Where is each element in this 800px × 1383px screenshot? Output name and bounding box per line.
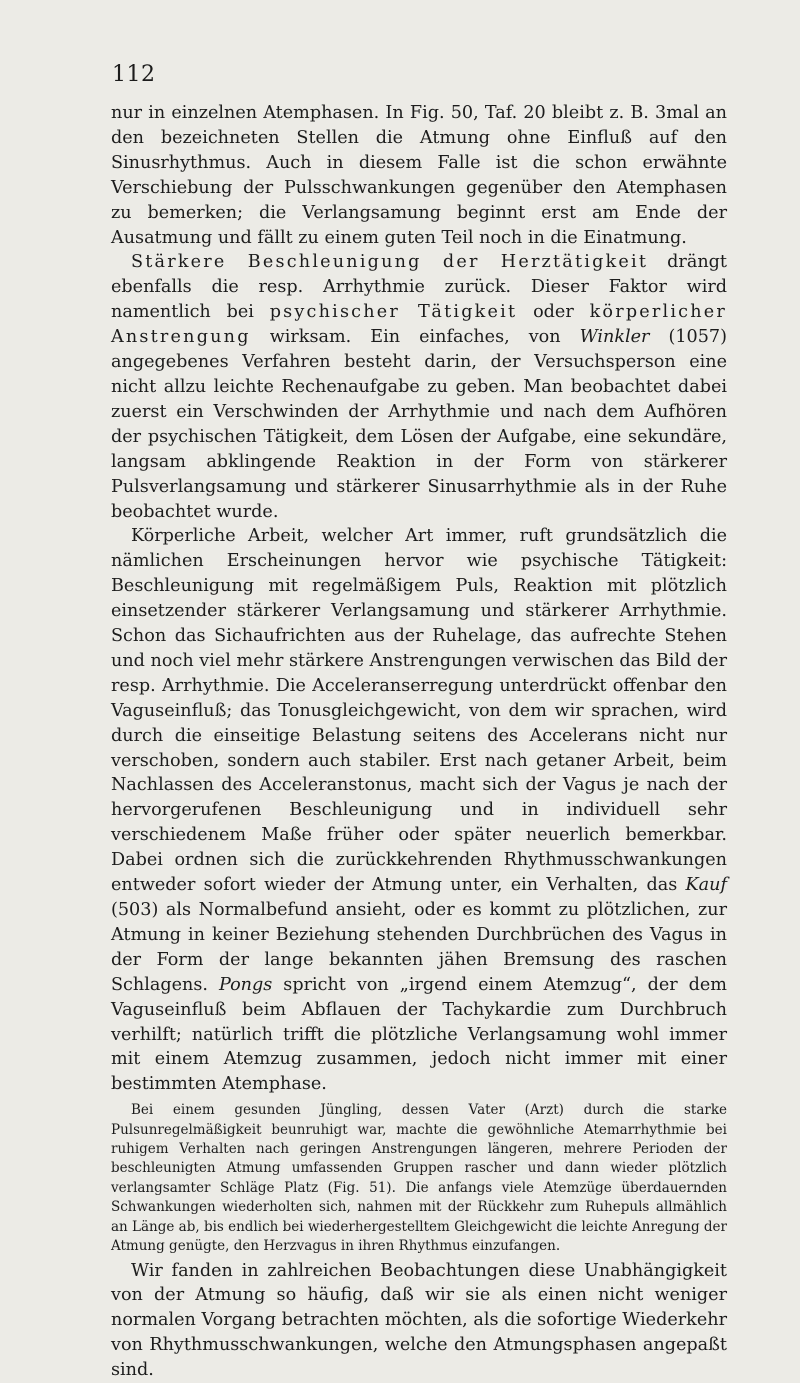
- paragraph-4: Wir fanden in zahlreichen Beobachtungen diese Unabhängigkeit von der Atmung so häufig, daß wir sie als einen nicht weniger normalen Vorgang betrachten möchten, als die sofortige Wiederkehr von Rhythmusschwankungen, welche den Atmungsphasen angepaßt sind.: [111, 1259, 727, 1383]
- paragraph-1: nur in einzelnen Atemphasen. In Fig. 50, Taf. 20 bleibt z. B. 3mal an den bezeichneten Stellen die Atmung ohne Einfluß auf den Sinusrhythmus. Auch in diesem Falle ist die schon erwähnte Verschiebung der Pulsschwankungen gegenüber den Atemphasen zu bemerken; die Verlangsamung beginnt erst am Ende der Ausatmung und fällt zu einem guten Teil noch in die Einatmung.: [111, 101, 727, 250]
- author-name: Kauf: [686, 875, 727, 895]
- text-run: (503) als Normalbefund ansieht, oder es kommt zu plötzlichen, zur Atmung in keiner Beziehung stehenden Durchbrüchen des Vagus in der Form der lange bekannten jähen Bremsung des raschen Schlagens.: [111, 900, 727, 995]
- spaced-emphasis: körperlicher Anstrengung: [111, 302, 727, 347]
- text-run: spricht von „irgend einem Atemzug“, der dem Vaguseinfluß beim Abflauen der Tachykardie zum Durchbruch verhilft; natürlich trifft die plötzliche Verlangsamung wohl immer mit einem Atemzug zusammen, jedoch nicht immer mit einer bestimmten Atemphase.: [111, 975, 727, 1095]
- spaced-emphasis: psychischer Tätigkeit: [270, 302, 518, 322]
- paragraph-2: [111, 250, 727, 524]
- text-run: (1057) angegebenes Verfahren besteht darin, der Versuchsperson eine nicht allzu leichte Rechenaufgabe zu geben. Man beobachtet dabei zuerst ein Verschwinden der Arrhythmie und nach dem Aufhören der psychischen Tätigkeit, dem Lösen der Aufgabe, eine sekundäre, langsam abklingende Reaktion in der Form von stärkerer Pulsverlangsamung und stärkerer Sinusarrhythmie als in der Ruhe beobachtet wurde.: [111, 327, 727, 521]
- text-run: Körperliche Arbeit, welcher Art immer, ruft grundsätzlich die nämlichen Erscheinungen hervor wie psychische Tätigkeit: Beschleunigung mit regelmäßigem Puls, Reaktion mit plötzlich einsetzender stärkerer Verlangsamung und stärkerer Arrhythmie. Schon das Sichaufrichten aus der Ruhelage, das aufrechte Stehen und noch viel mehr stärkere Anstrengungen verwischen das Bild der resp. Arrhythmie. Die Acceleranserregung unterdrückt offenbar den Vaguseinfluß; das Tonusgleichgewicht, von dem wir sprachen, wird durch die einseitige Belastung seitens des Accelerans nicht nur verschoben, sondern auch stabiler. Erst nach getaner Arbeit, beim Nachlassen des Acceleranstonus, macht sich der Vagus je nach der hervorgerufenen Beschleunigung und in individuell sehr verschiedenem Maße früher oder später neuerlich bemerkbar. Dabei ordnen sich die zurückkehrenden Rhythmusschwankungen entweder sofort wieder der Atmung unter, ein Verhalten, das: [111, 526, 727, 895]
- spaced-emphasis: Stärkere Beschleunigung der Herztätigkeit: [131, 252, 648, 272]
- page-number: 112: [112, 62, 156, 87]
- paragraph-3: [111, 524, 727, 1097]
- text-run: oder: [517, 302, 589, 322]
- text-run: drängt ebenfalls die resp. Arrhythmie zurück. Dieser Faktor wird namentlich bei: [111, 252, 727, 322]
- author-name: Pongs: [219, 975, 272, 995]
- page-body: [111, 101, 727, 1383]
- small-print-case-note: Bei einem gesunden Jüngling, dessen Vater (Arzt) durch die starke Pulsunregelmäßigkeit beunruhigt war, machte die gewöhnliche Atemarrhythmie bei ruhigem Verhalten nach geringen Anstrengungen längeren, mehrere Perioden der beschleunigten Atmung umfassenden Gruppen rascher und dann wieder plötzlich verlangsamter Schläge Platz (Fig. 51). Die anfangs viele Atemzüge überdauernden Schwankungen wiederholten sich, nahmen mit der Rückkehr zum Ruhepuls allmählich an Länge ab, bis endlich bei wiederhergestelltem Gleichgewicht die leichte Anregung der Atmung genügte, den Herzvagus in ihren Rhythmus einzufangen.: [111, 1101, 727, 1256]
- author-name: Winkler: [580, 327, 650, 347]
- text-run: wirksam. Ein einfaches, von: [251, 327, 580, 347]
